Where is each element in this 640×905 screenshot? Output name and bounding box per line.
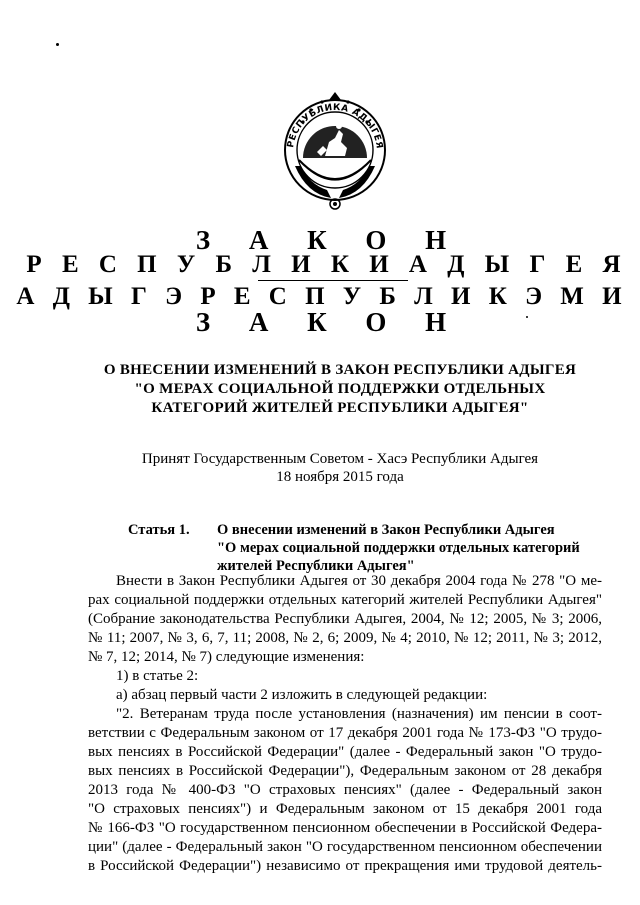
article-body (88, 572, 602, 876)
heading-line: КАТЕГОРИЙ ЖИТЕЛЕЙ РЕСПУБЛИКИ АДЫГЕЯ" (151, 400, 529, 416)
article-title-line: О внесении изменений в Закон Республики Адыгея (217, 522, 555, 538)
svg-text:РЕСПУБЛИКА АДЫГЕЯ: РЕСПУБЛИКА АДЫГЕЯ (286, 102, 384, 150)
title-adyghe-republic: А Д Ы Г Э Р Е С П У Б Л И К Э М И (16, 283, 628, 310)
adoption-date: 18 ноября 2015 года (276, 469, 404, 485)
title-divider (258, 280, 408, 281)
body-line: рах социальной поддержки отдельных категорий жителей Республики Адыгея" (88, 592, 602, 608)
scan-speck (56, 43, 59, 46)
coat-of-arms-emblem (273, 86, 397, 214)
body-line: вых пенсиях в Российской Федерации"), Федеральным законом от 28 декабря (88, 763, 602, 779)
adoption-note (80, 450, 600, 486)
body-line: "2. Ветеранам труда после установления (назначения) им пенсии в соот- (116, 706, 602, 722)
body-line: вых пенсиях в Российской Федерации" (далее - Федеральный закон "О трудо- (88, 744, 602, 760)
body-line: ветствии с Федеральным законом от 17 декабря 2001 года № 173-ФЗ "О трудо- (88, 725, 602, 741)
adoption-line: Принят Государственным Советом - Хасэ Республики Адыгея (141, 451, 539, 467)
body-line: а) абзац первый части 2 изложить в следующей редакции: (116, 687, 488, 703)
heading-line: О ВНЕСЕНИИ ИЗМЕНЕНИЙ В ЗАКОН РЕСПУБЛИКИ АДЫГЕЯ (103, 362, 577, 378)
article-title-line: "О мерах социальной поддержки отдельных категорий (217, 540, 580, 556)
article-title-line: жителей Республики Адыгея" (217, 558, 415, 574)
title-zakon: З А К О Н (195, 225, 463, 255)
body-line: № 166-ФЗ "О государственном пенсионном обеспечении в Российской Федера- (88, 820, 602, 836)
body-line: № 7, 12; 2014, № 7) следующие изменения: (88, 649, 365, 665)
article-label: Статья 1. (128, 522, 190, 538)
title-zakon-adyghe: З А К О Н (195, 307, 463, 337)
body-line: (Собрание законодательства Республики Адыгея, 2004, № 12; 2005, № 3; 2006, (88, 611, 602, 627)
body-line: № 11; 2007, № 3, 6, 7, 11; 2008, № 2, 6; 2009, № 4; 2010, № 12; 2011, № 3; 2012, (88, 630, 602, 646)
body-line: Внести в Закон Республики Адыгея от 30 декабря 2004 года № 278 "О ме- (116, 573, 602, 589)
body-line: 2013 года № 400-ФЗ "О страховых пенсиях" (далее - Федеральный закон (88, 782, 602, 798)
body-line: 1) в статье 2: (116, 668, 199, 684)
body-line: ции" (далее - Федеральный закон "О государственном пенсионном обеспечении (88, 839, 602, 855)
title-republic-adygea: Р Е С П У Б Л И К И А Д Ы Г Е Я (26, 251, 628, 278)
heading-line: "О МЕРАХ СОЦИАЛЬНОЙ ПОДДЕРЖКИ ОТДЕЛЬНЫХ (134, 381, 546, 397)
body-line: "О страховых пенсиях") и Федеральным законом от 15 декабря 2001 года (88, 801, 602, 817)
body-line: в Российской Федерации") независимо от прекращения ими трудовой деятель- (88, 858, 602, 874)
law-heading (80, 361, 600, 418)
article-title (217, 521, 600, 575)
